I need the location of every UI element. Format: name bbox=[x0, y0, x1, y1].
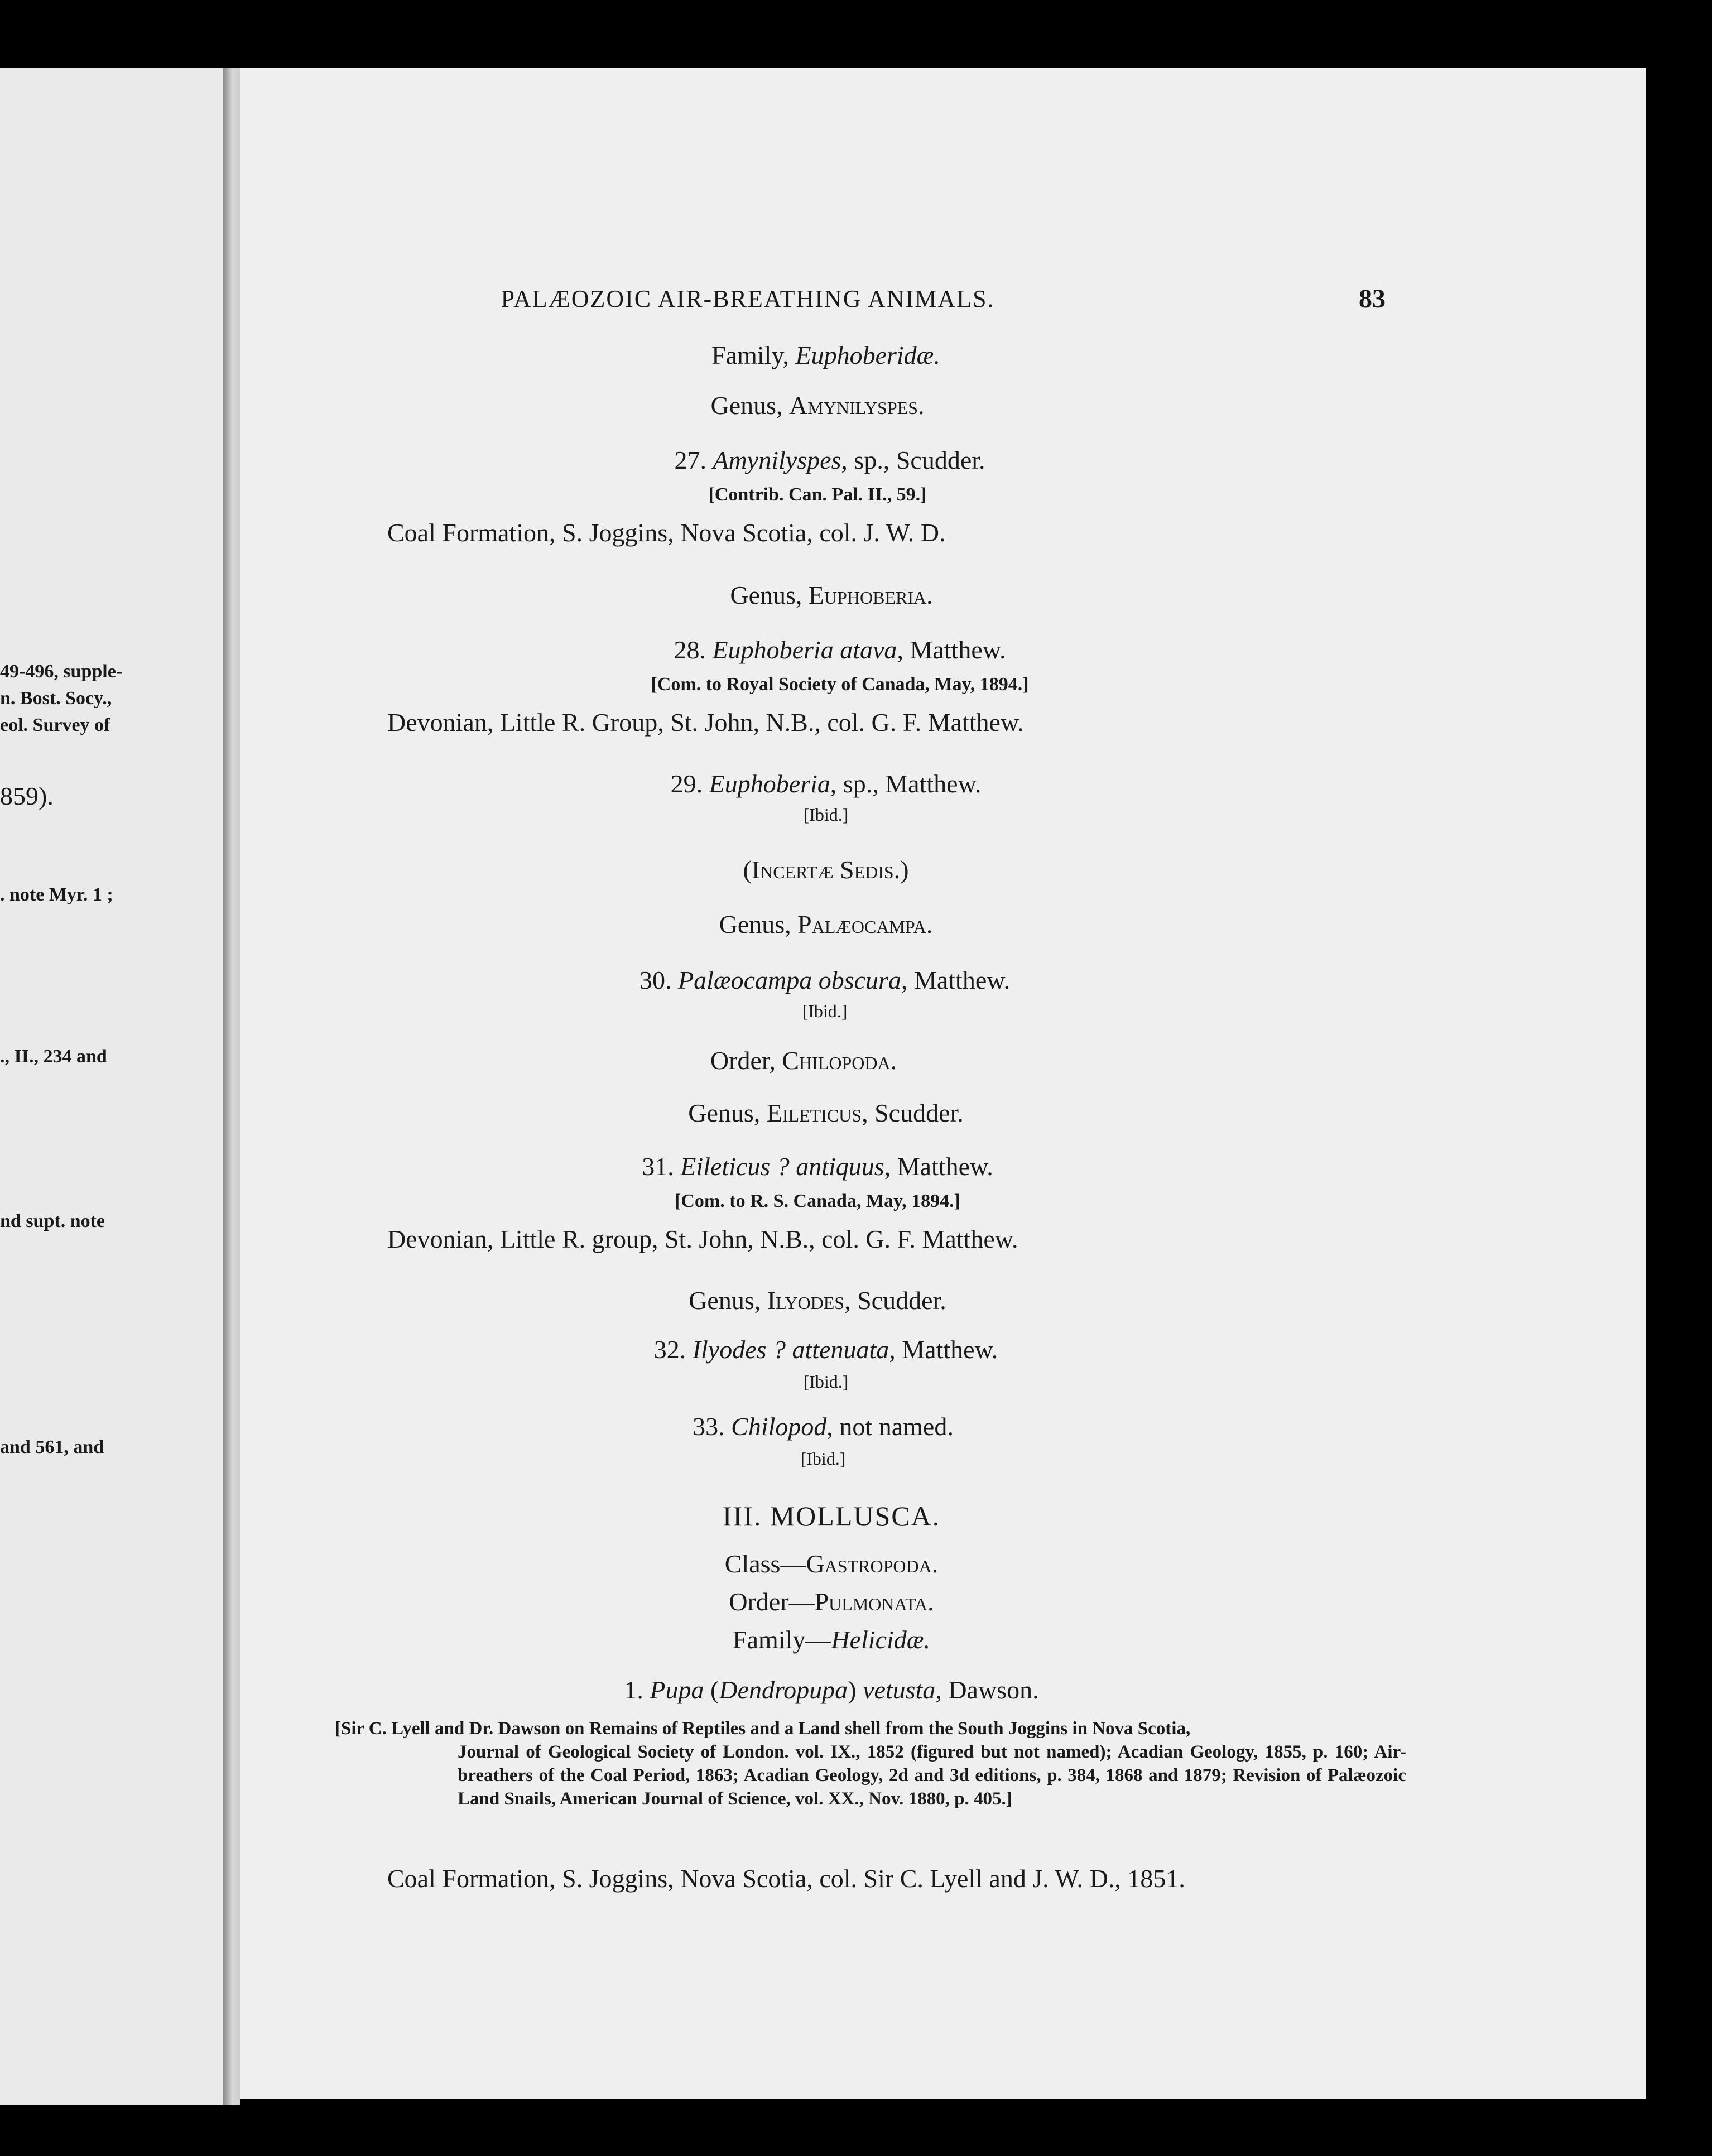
facing-page-text-fragment: 859). bbox=[0, 782, 54, 810]
family-heading: Family, Euphoberidæ. bbox=[711, 341, 940, 369]
locality-1: Coal Formation, S. Joggins, Nova Scotia, col. Sir C. Lyell and J. W. D., 1851. bbox=[387, 1864, 1185, 1893]
page bbox=[240, 68, 1646, 2099]
genus-heading: Genus, Ilyodes, Scudder. bbox=[689, 1286, 946, 1315]
species-entry-31: 31. Eileticus ? antiquus, Matthew. bbox=[642, 1152, 993, 1181]
reference-29: [Ibid.] bbox=[803, 805, 849, 825]
locality-28: Devonian, Little R. Group, St. John, N.B., col. G. F. Matthew. bbox=[387, 708, 1024, 737]
facing-page-text-fragment: n. Bost. Socy., bbox=[0, 688, 112, 709]
species-entry-1: 1. Pupa (Dendropupa) vetusta, Dawson. bbox=[624, 1676, 1039, 1704]
reference-32: [Ibid.] bbox=[803, 1371, 849, 1392]
genus-heading: Genus, Palæocampa. bbox=[719, 910, 933, 939]
reference-27: [Contrib. Can. Pal. II., 59.] bbox=[708, 484, 927, 505]
order-heading: Order, Chilopoda. bbox=[710, 1046, 897, 1075]
species-entry-29: 29. Euphoberia, sp., Matthew. bbox=[670, 769, 982, 798]
reference-30: [Ibid.] bbox=[802, 1001, 848, 1021]
locality-31: Devonian, Little R. group, St. John, N.B., col. G. F. Matthew. bbox=[387, 1225, 1018, 1253]
facing-page-text-fragment: ., II., 234 and bbox=[0, 1046, 107, 1067]
running-title: PALÆOZOIC AIR-BREATHING ANIMALS. bbox=[501, 285, 995, 312]
genus-heading: Genus, Eileticus, Scudder. bbox=[688, 1099, 964, 1127]
genus-heading: Genus, Euphoberia. bbox=[730, 581, 933, 609]
section-heading: III. MOLLUSCA. bbox=[722, 1500, 941, 1532]
species-entry-27: 27. Amynilyspes, sp., Scudder. bbox=[674, 446, 985, 474]
species-entry-30: 30. Palæocampa obscura, Matthew. bbox=[639, 966, 1010, 994]
class-heading: Class—Gastropoda. bbox=[724, 1549, 939, 1578]
locality-27: Coal Formation, S. Joggins, Nova Scotia, col. J. W. D. bbox=[387, 518, 946, 547]
facing-page-text-fragment: nd supt. note bbox=[0, 1211, 105, 1231]
facing-page-text-fragment: 49-496, supple- bbox=[0, 661, 123, 682]
family-heading: Family—Helicidæ. bbox=[733, 1625, 930, 1654]
incertae-sedis-heading: (Incertæ Sedis.) bbox=[743, 855, 909, 884]
genus-heading: Genus, Amynilyspes. bbox=[710, 391, 925, 420]
facing-page-text-fragment: eol. Survey of bbox=[0, 715, 110, 735]
reference-31: [Com. to R. S. Canada, May, 1894.] bbox=[675, 1191, 960, 1211]
order-heading: Order—Pulmonata. bbox=[729, 1587, 934, 1616]
reference-paragraph: [Sir C. Lyell and Dr. Dawson on Remains of Reptiles and a Land shell from the South Joggins in Nova Scotia, Journal of Geological Society of London. vol. IX., 1852 (figured but not named); Acadian Geology, 1855, p. 160; Air-breathers of the Coal Period, 1863; Acadian Geology, 2d and 3d editions, p. 384, 1868 and 1879; Revision of Palæozoic Land Snails, American Journal of Science, vol. XX., Nov. 1880, p. 405.] bbox=[335, 1719, 1406, 1809]
page-number: 83 bbox=[1359, 284, 1386, 314]
facing-page-text-fragment: and 561, and bbox=[0, 1437, 104, 1457]
reference-33: [Ibid.] bbox=[800, 1448, 846, 1469]
book-gutter bbox=[223, 68, 240, 2105]
species-entry-32: 32. Ilyodes ? attenuata, Matthew. bbox=[653, 1335, 998, 1364]
species-entry-33: 33. Chilopod, not named. bbox=[693, 1412, 954, 1441]
facing-page-edge bbox=[0, 68, 223, 2105]
species-entry-28: 28. Euphoberia atava, Matthew. bbox=[674, 636, 1006, 664]
facing-page-text-fragment: . note Myr. 1 ; bbox=[0, 884, 113, 905]
reference-28: [Com. to Royal Society of Canada, May, 1894.] bbox=[651, 674, 1029, 695]
